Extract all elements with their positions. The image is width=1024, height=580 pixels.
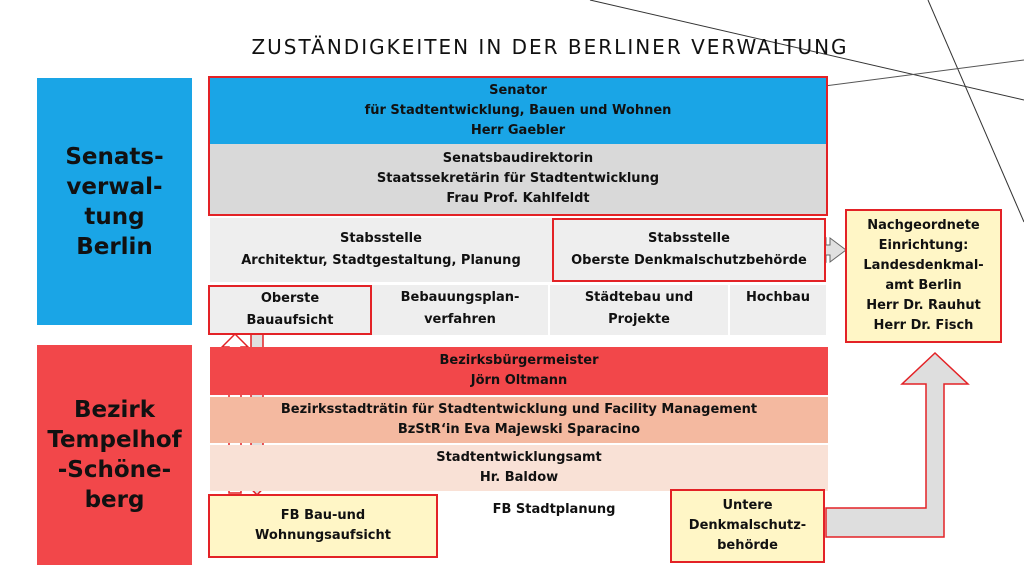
sidebar-label-line: Senats- — [65, 143, 164, 170]
baudirektorin-line: Senatsbaudirektorin — [442, 151, 594, 166]
stadtraetin-line: Bezirksstadträtin für Stadtentwicklung und Facility Management — [280, 402, 758, 417]
hochbau-line: Hochbau — [745, 290, 811, 305]
sidebar-label-line: berg — [84, 487, 145, 513]
page-title: ZUSTÄNDIGKEITEN IN DER BERLINER VERWALTUNG — [251, 35, 849, 59]
amt-line: Stadtentwicklungsamt — [436, 450, 602, 465]
sidebar-label-line: verwal- — [66, 173, 163, 200]
stadtentwicklungsamt-box — [210, 445, 828, 491]
stabsstelle-line: Stabsstelle — [340, 231, 422, 246]
oberste-bauaufsicht-box — [208, 285, 372, 335]
sidebar-label-line: Bezirk — [73, 397, 156, 423]
bent-up-arrow-icon — [826, 353, 968, 537]
decorative-diagonal-line — [928, 0, 1024, 222]
landesdenkmalamt-line: Nachgeordnete — [867, 218, 980, 233]
leadership-frame — [208, 76, 828, 216]
landesdenkmalamt-line: Herr Dr. Fisch — [873, 318, 974, 333]
untere-denkmal-line: Denkmalschutz- — [688, 518, 807, 533]
sidebar-label-line: Berlin — [76, 233, 153, 260]
fb-stadtplanung-box — [440, 494, 668, 558]
staedtebau-box — [550, 285, 728, 335]
bebauungsplan-line: verfahren — [424, 312, 496, 327]
bezirksbuergermeister-box — [210, 347, 828, 395]
fb-bau-line: Wohnungsaufsicht — [255, 528, 391, 543]
landesdenkmalamt-line: Herr Dr. Rauhut — [866, 298, 981, 313]
fb-bau-wohnungsaufsicht-box — [208, 494, 438, 558]
sidebar-label-line: Tempelhof — [47, 427, 182, 453]
buergermeister-line: Jörn Oltmann — [470, 373, 568, 388]
bebauungsplan-line: Bebauungsplan- — [400, 290, 520, 305]
baudirektorin-line: Frau Prof. Kahlfeldt — [446, 191, 590, 206]
untere-denkmal-line: behörde — [717, 538, 778, 553]
stabsstelle-line: Stabsstelle — [648, 231, 730, 246]
buergermeister-line: Bezirksbürgermeister — [439, 353, 599, 368]
sidebar-label-line: -Schöne- — [57, 457, 172, 483]
stabsstelle-architektur-box — [210, 218, 552, 282]
fb-bau-line: FB Bau-und — [280, 508, 366, 523]
bebauungsplan-box — [372, 285, 548, 335]
senator-line: für Stadtentwicklung, Bauen und Wohnen — [364, 103, 672, 118]
landesdenkmalamt-line: Einrichtung: — [878, 238, 969, 253]
staedtebau-line: Städtebau und — [584, 290, 694, 305]
stabsstelle-line: Architektur, Stadtgestaltung, Planung — [241, 253, 521, 268]
bezirksstadtraetin-box — [210, 397, 828, 443]
stabsstelle-denkmal-box — [552, 218, 826, 282]
landesdenkmalamt-line: Landesdenkmal- — [863, 258, 984, 273]
staedtebau-line: Projekte — [608, 312, 670, 327]
stabsstelle-line: Oberste Denkmalschutzbehörde — [571, 253, 807, 268]
bauaufsicht-line: Bauaufsicht — [246, 313, 334, 328]
sidebar-label-line: tung — [84, 203, 145, 230]
baudirektorin-line: Staatssekretärin für Stadtentwicklung — [376, 171, 660, 186]
amt-line: Hr. Baldow — [479, 470, 559, 485]
senator-line: Senator — [489, 83, 547, 98]
bauaufsicht-line: Oberste — [260, 291, 320, 306]
untere-denkmalschutzbehoerde-box — [670, 489, 825, 563]
fb-stadtplanung-line: FB Stadtplanung — [492, 502, 616, 517]
senatsverwaltung-sidebar — [37, 78, 192, 325]
hochbau-box — [730, 285, 826, 335]
landesdenkmalamt-box — [845, 209, 1002, 343]
bezirk-sidebar — [37, 345, 192, 565]
stadtraetin-line: BzStR‘in Eva Majewski Sparacino — [397, 422, 641, 437]
landesdenkmalamt-line: amt Berlin — [885, 278, 962, 293]
senator-line: Herr Gaebler — [470, 123, 566, 138]
untere-denkmal-line: Untere — [722, 498, 773, 513]
